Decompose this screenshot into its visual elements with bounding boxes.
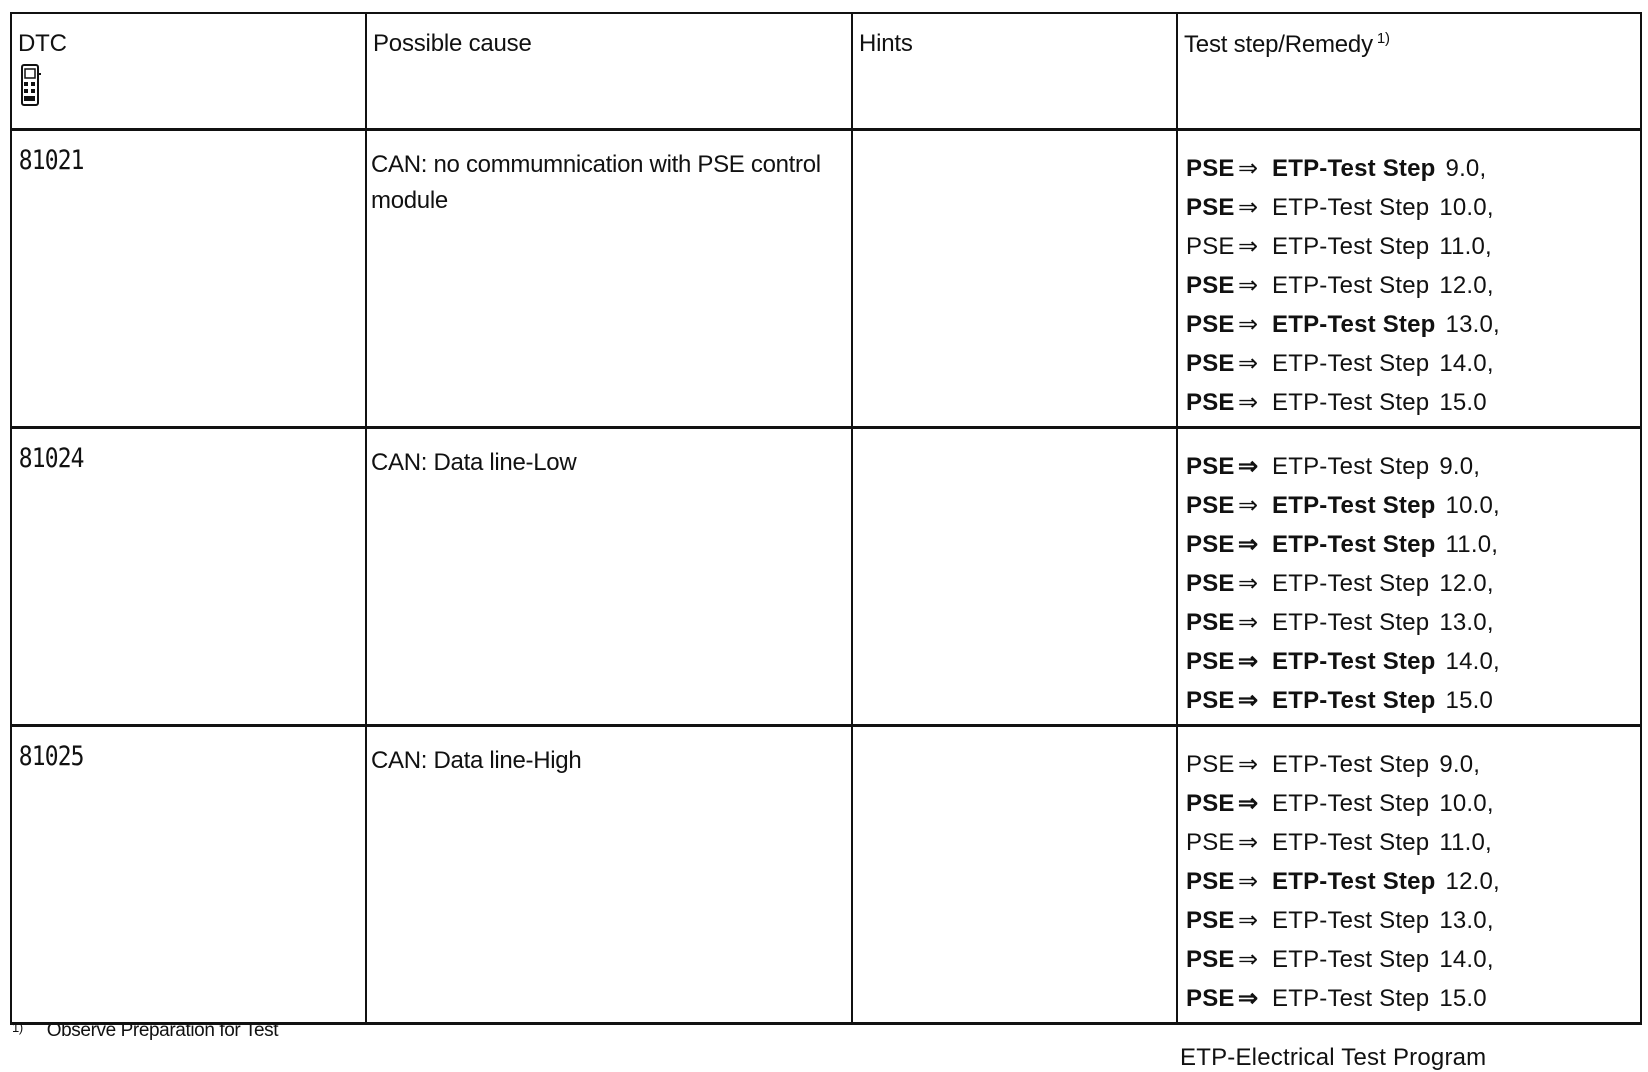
footnote (12, 1020, 278, 1042)
right-arrow-icon: ⇒ (1238, 452, 1259, 480)
dtc-cell (11, 725, 366, 1023)
cause-cell (366, 427, 852, 725)
footnote-text: Observe Preparation for Test (46, 1020, 279, 1041)
step-unit: PSE (1186, 310, 1235, 338)
cause-cell (366, 725, 852, 1023)
header-possible-cause (366, 13, 852, 129)
right-arrow-icon: ⇒ (1238, 310, 1259, 338)
step-number: 11.0, (1445, 530, 1499, 558)
footnote-mark: 1) (12, 1020, 23, 1035)
header-cause-label: Possible cause (373, 30, 532, 57)
header-dtc-label: DTC (18, 30, 67, 57)
dtc-cell (11, 427, 366, 725)
test-step-item (1186, 266, 1640, 305)
step-label: ETP-Test Step (1272, 491, 1436, 519)
test-step-item (1186, 681, 1640, 720)
test-step-item (1186, 745, 1640, 784)
right-arrow-icon: ⇒ (1238, 906, 1259, 934)
right-arrow-icon: ⇒ (1238, 647, 1259, 675)
step-number: 15.0 (1439, 984, 1487, 1012)
test-step-list (1178, 429, 1640, 720)
right-arrow-icon: ⇒ (1238, 388, 1259, 416)
step-number: 14.0, (1445, 647, 1500, 675)
step-number: 10.0, (1445, 491, 1500, 519)
test-step-item (1186, 784, 1640, 823)
step-number: 9.0, (1439, 452, 1481, 480)
step-number: 14.0, (1439, 945, 1494, 973)
cause-cell (366, 129, 852, 427)
step-number: 11.0, (1439, 828, 1492, 856)
dtc-cell (11, 129, 366, 427)
step-number: 13.0, (1439, 608, 1494, 636)
right-arrow-icon: ⇒ (1238, 530, 1259, 558)
step-number: 10.0, (1439, 193, 1494, 221)
step-number: 13.0, (1439, 906, 1494, 934)
test-step-item (1186, 940, 1640, 979)
step-unit: PSE (1186, 984, 1235, 1012)
step-number: 12.0, (1439, 271, 1494, 299)
remedy-cell (1177, 427, 1641, 725)
scan-tool-icon (20, 64, 42, 108)
step-label: ETP-Test Step (1272, 530, 1436, 558)
step-unit: PSE (1186, 647, 1235, 675)
header-remedy-footnote-mark: 1) (1376, 30, 1390, 47)
header-hints-label: Hints (859, 30, 913, 57)
test-step-list (1178, 727, 1640, 1018)
step-label: ETP-Test Step (1272, 789, 1430, 817)
header-test-step (1177, 13, 1641, 129)
right-arrow-icon: ⇒ (1238, 569, 1259, 597)
step-unit: PSE (1186, 388, 1235, 416)
step-unit: PSE (1186, 867, 1235, 895)
right-arrow-icon: ⇒ (1238, 349, 1259, 377)
table-row (11, 129, 1641, 427)
dtc-code: 81024 (18, 442, 84, 474)
abbreviation-legend: ETP-Electrical Test Program (1180, 1044, 1487, 1071)
dtc-code: 81025 (18, 740, 84, 772)
step-label: ETP-Test Step (1272, 647, 1436, 675)
remedy-cell (1177, 725, 1641, 1023)
step-label: ETP-Test Step (1272, 945, 1430, 973)
dtc-code: 81021 (18, 144, 84, 176)
step-label: ETP-Test Step (1272, 388, 1430, 416)
step-unit: PSE (1186, 193, 1235, 221)
step-unit: PSE (1186, 491, 1235, 519)
test-step-item (1186, 305, 1640, 344)
step-unit: PSE (1186, 906, 1235, 934)
step-label: ETP-Test Step (1272, 906, 1430, 934)
remedy-cell (1177, 129, 1641, 427)
step-number: 14.0, (1439, 349, 1494, 377)
step-unit: PSE (1186, 349, 1235, 377)
step-unit: PSE (1186, 750, 1235, 778)
test-step-item (1186, 486, 1640, 525)
table-row (11, 725, 1641, 1023)
test-step-item (1186, 383, 1640, 422)
step-label: ETP-Test Step (1272, 452, 1430, 480)
step-label: ETP-Test Step (1272, 608, 1430, 636)
step-unit: PSE (1186, 271, 1235, 299)
step-label: ETP-Test Step (1272, 154, 1436, 182)
test-step-item (1186, 447, 1640, 486)
test-step-item (1186, 823, 1640, 862)
step-label: ETP-Test Step (1272, 569, 1430, 597)
step-number: 9.0, (1445, 154, 1487, 182)
test-step-item (1186, 642, 1640, 681)
test-step-item (1186, 603, 1640, 642)
step-number: 9.0, (1439, 750, 1481, 778)
right-arrow-icon: ⇒ (1238, 984, 1259, 1012)
step-unit: PSE (1186, 569, 1235, 597)
test-step-item (1186, 525, 1640, 564)
step-label: ETP-Test Step (1272, 232, 1430, 260)
test-step-item (1186, 344, 1640, 383)
right-arrow-icon: ⇒ (1238, 154, 1259, 182)
right-arrow-icon: ⇒ (1238, 828, 1259, 856)
step-unit: PSE (1186, 232, 1235, 260)
header-hints (852, 13, 1177, 129)
right-arrow-icon: ⇒ (1238, 750, 1259, 778)
header-dtc (11, 13, 366, 129)
step-label: ETP-Test Step (1272, 984, 1430, 1012)
test-step-list (1178, 131, 1640, 422)
step-label: ETP-Test Step (1272, 349, 1430, 377)
right-arrow-icon: ⇒ (1238, 686, 1259, 714)
test-step-item (1186, 901, 1640, 940)
step-label: ETP-Test Step (1272, 271, 1430, 299)
table-header-row (11, 13, 1641, 129)
step-unit: PSE (1186, 154, 1235, 182)
test-step-item (1186, 862, 1640, 901)
step-unit: PSE (1186, 789, 1235, 817)
step-number: 11.0, (1439, 232, 1492, 260)
step-label: ETP-Test Step (1272, 828, 1430, 856)
right-arrow-icon: ⇒ (1238, 271, 1259, 299)
test-step-item (1186, 979, 1640, 1018)
test-step-item (1186, 564, 1640, 603)
dtc-table (10, 12, 1642, 1025)
step-number: 13.0, (1445, 310, 1500, 338)
test-step-item (1186, 149, 1640, 188)
right-arrow-icon: ⇒ (1238, 608, 1259, 636)
step-unit: PSE (1186, 945, 1235, 973)
step-number: 15.0 (1445, 686, 1494, 714)
cause-text: CAN: no commumnication with PSE control module (371, 150, 821, 214)
hints-cell (852, 725, 1177, 1023)
right-arrow-icon: ⇒ (1238, 232, 1259, 260)
step-label: ETP-Test Step (1272, 686, 1436, 714)
test-step-item (1186, 227, 1640, 266)
step-number: 15.0 (1439, 388, 1487, 416)
right-arrow-icon: ⇒ (1238, 789, 1259, 817)
step-label: ETP-Test Step (1272, 750, 1430, 778)
right-arrow-icon: ⇒ (1238, 193, 1259, 221)
step-label: ETP-Test Step (1272, 310, 1436, 338)
step-unit: PSE (1186, 828, 1235, 856)
right-arrow-icon: ⇒ (1238, 945, 1259, 973)
test-step-item (1186, 188, 1640, 227)
step-unit: PSE (1186, 530, 1235, 558)
cause-text: CAN: Data line-Low (371, 448, 577, 476)
step-number: 12.0, (1445, 867, 1500, 895)
header-remedy-label: Test step/Remedy (1184, 31, 1373, 58)
step-unit: PSE (1186, 452, 1235, 480)
step-unit: PSE (1186, 608, 1235, 636)
step-label: ETP-Test Step (1272, 193, 1430, 221)
table-row (11, 427, 1641, 725)
step-number: 12.0, (1439, 569, 1494, 597)
step-label: ETP-Test Step (1272, 867, 1436, 895)
right-arrow-icon: ⇒ (1238, 867, 1259, 895)
hints-cell (852, 427, 1177, 725)
cause-text: CAN: Data line-High (371, 746, 582, 774)
hints-cell (852, 129, 1177, 427)
step-number: 10.0, (1439, 789, 1494, 817)
right-arrow-icon: ⇒ (1238, 491, 1259, 519)
step-unit: PSE (1186, 686, 1235, 714)
